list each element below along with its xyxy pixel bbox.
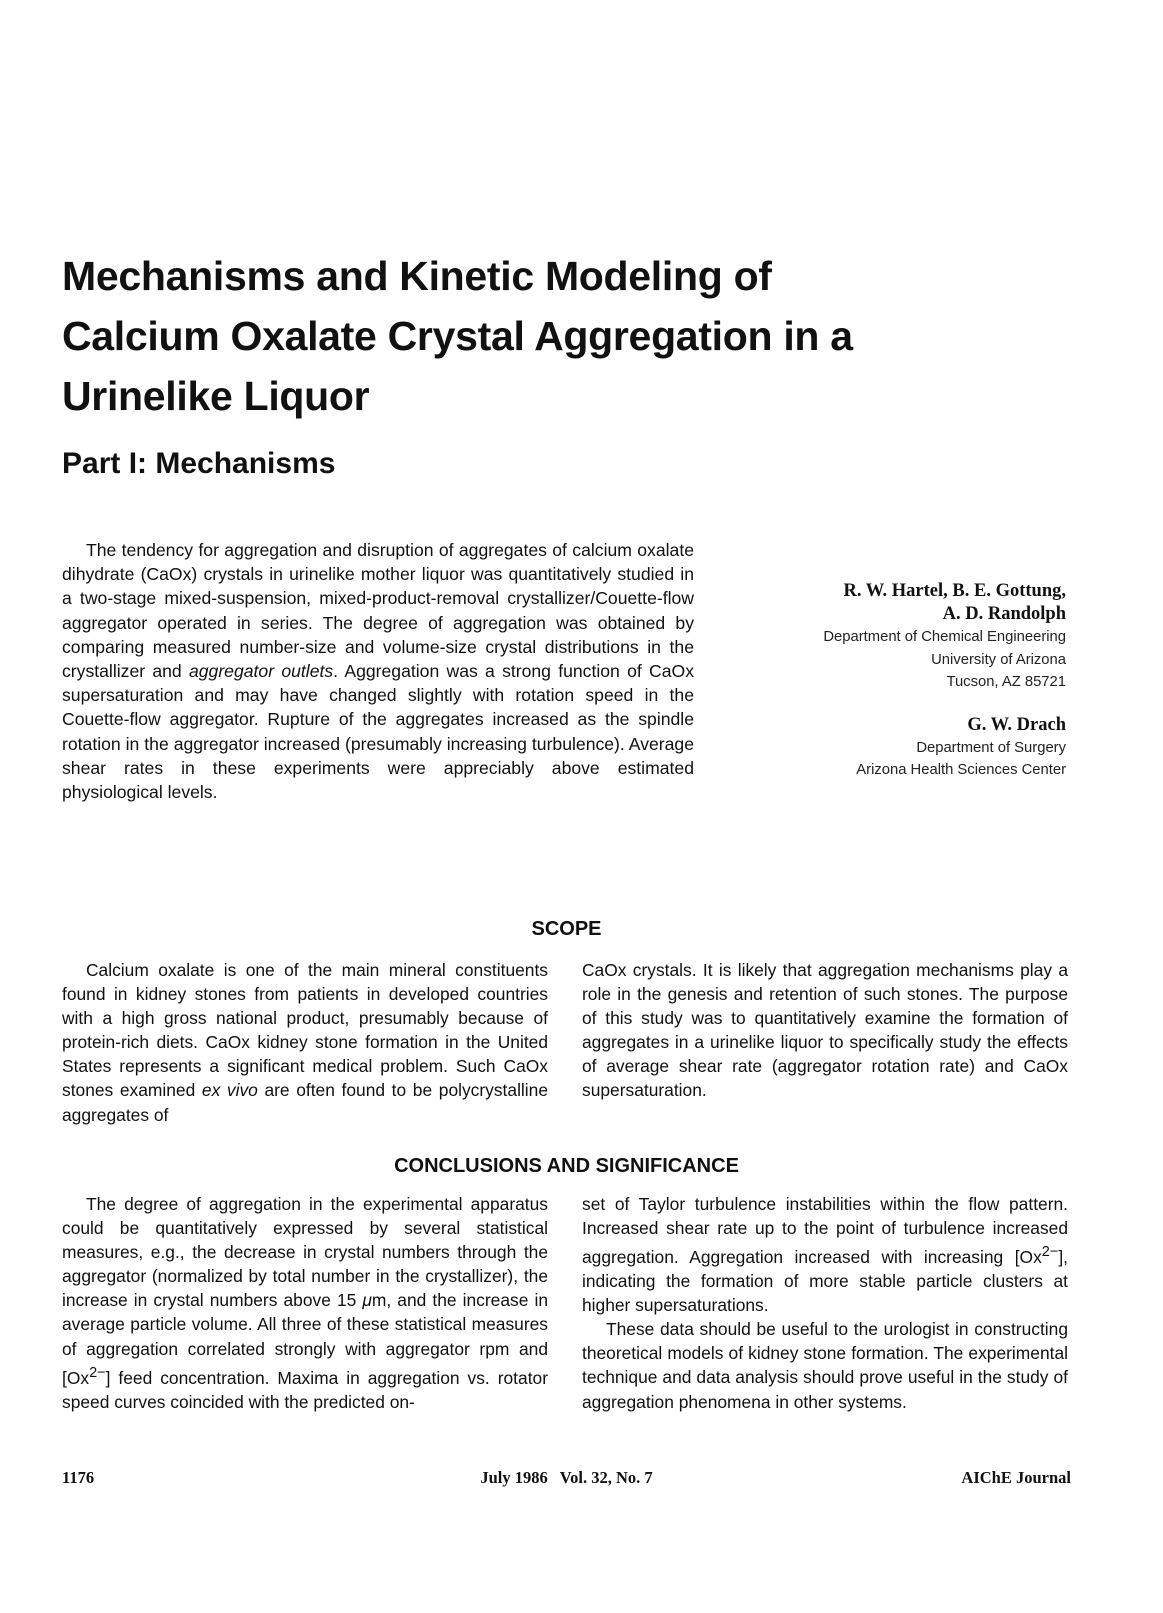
affiliation-inst-2: Arizona Health Sciences Center: [856, 762, 1066, 778]
issue-info: July 1986 Vol. 32, No. 7: [480, 1468, 653, 1487]
conclusions-left-paragraph: [62, 1192, 548, 1414]
scope-left-text-2: are often found to be polycrystalline aggregates of: [62, 1080, 548, 1125]
title-line-1: Mechanisms and Kinetic Modeling of: [62, 253, 772, 299]
scope-right-column: [582, 958, 1068, 1103]
author-names-1: R. W. Hartel, B. E. Gottung,: [843, 581, 1066, 601]
affiliation-dept-2: Department of Surgery: [916, 739, 1066, 756]
scope-italic-term: ex vivo: [201, 1080, 258, 1101]
scope-right-paragraph: CaOx crystals. It is likely that aggregation mechanisms play a role in the genesis and retention of such stones. The purpose of this study was to quantitatively examine the formation of aggregates in a urinelike liquor to specifically study the effects of average shear rate (aggregator rotation rate) and CaOx supersaturation.: [582, 960, 1068, 1101]
conclusions-left-text-1: The degree of aggregation in the experimental apparatus could be quantitatively expressed by several statistical measures, e.g., the decrease in crystal numbers through the aggregator (normalized by total number in the crystallizer), the increase in crystal numbers above 15: [62, 1194, 548, 1311]
conclusions-left-text-3: ] feed concentration. Maxima in aggregation vs. rotator speed curves coincided with the predicted on-: [62, 1367, 548, 1412]
conclusions-left-column: [62, 1192, 548, 1414]
scope-left-paragraph: [62, 958, 548, 1127]
conclusions-right-paragraph-1: [582, 1192, 1068, 1317]
charge-superscript: 2−: [89, 1364, 106, 1381]
page-footer: [62, 1468, 1071, 1492]
conclusions-right-text-1: set of Taylor turbulence instabilities within the flow pattern. Increased shear rate up to the point of turbulence increased aggregation. Aggregation increased with increasing [Ox: [582, 1194, 1068, 1267]
conclusions-heading: CONCLUSIONS AND SIGNIFICANCE: [394, 1155, 739, 1177]
affiliation-dept-1: Department of Chemical Engineering: [823, 629, 1066, 645]
scope-left-text-1: Calcium oxalate is one of the main mineral constituents found in kidney stones from patients in developed countries with a high gross national product, presumably because of protein-rich diets. CaOx kidney stone formation in the United States represents a significant medical problem. Such CaOx stones examined: [62, 960, 548, 1101]
abstract-text-1: The tendency for aggregation and disruption of aggregates of calcium oxalate dihydrate (CaOx) crystals in urinelike mother liquor was quantitatively studied in a two-stage mixed-suspension, mixed-product-removal crystallizer/Couette-flow aggregator operated in series. The degree of aggregation was obtained by comparing measured number-size and volume-size crystal distributions in the crystallizer and: [62, 540, 694, 682]
mu-symbol: μ: [362, 1290, 372, 1311]
conclusions-left-text-2: m, and the increase in average particle volume. All three of these statistical measures of aggregation correlated strongly with aggregator rpm and [Ox: [62, 1290, 548, 1388]
author-name-3: G. W. Drach: [967, 714, 1066, 735]
page-number: 1176: [62, 1468, 95, 1487]
affiliation-univ-1: University of Arizona: [931, 651, 1066, 668]
abstract: [62, 538, 694, 804]
paper-subtitle: Part I: Mechanisms: [62, 447, 336, 480]
scope-heading: SCOPE: [531, 918, 602, 940]
author-names-2: A. D. Randolph: [942, 604, 1066, 624]
title-line-2: Calcium Oxalate Crystal Aggregation in a: [62, 313, 853, 359]
paper-title: [62, 246, 1062, 426]
charge-superscript-2: 2−: [1041, 1244, 1059, 1261]
affiliation-addr-1: Tucson, AZ 85721: [946, 674, 1066, 690]
author-block: [760, 580, 1066, 782]
abstract-italic-term: aggregator outlets: [188, 661, 334, 682]
title-line-3: Urinelike Liquor: [62, 373, 370, 419]
abstract-text-2: . Aggregation was a strong function of CaOx supersaturation and may have changed slightly with rotation speed in the Couette-flow aggregator. Rupture of the aggregates increased as the spindle rotation in the aggregator increased (presumably increasing turbulence). Average shear rates in these experiments were appreciably above estimated physiological levels.: [62, 661, 694, 803]
conclusions-right-paragraph-2: These data should be useful to the urologist in constructing theoretical models of kidney stone formation. The experimental technique and data analysis should prove useful in the study of aggregation phenomena in other systems.: [582, 1319, 1068, 1412]
journal-name: AIChE Journal: [961, 1468, 1071, 1487]
conclusions-right-column: [582, 1192, 1068, 1414]
conclusions-right-text-2: ], indicating the formation of more stable particle clusters at higher supersaturations.: [582, 1246, 1068, 1316]
scope-left-column: [62, 958, 548, 1127]
